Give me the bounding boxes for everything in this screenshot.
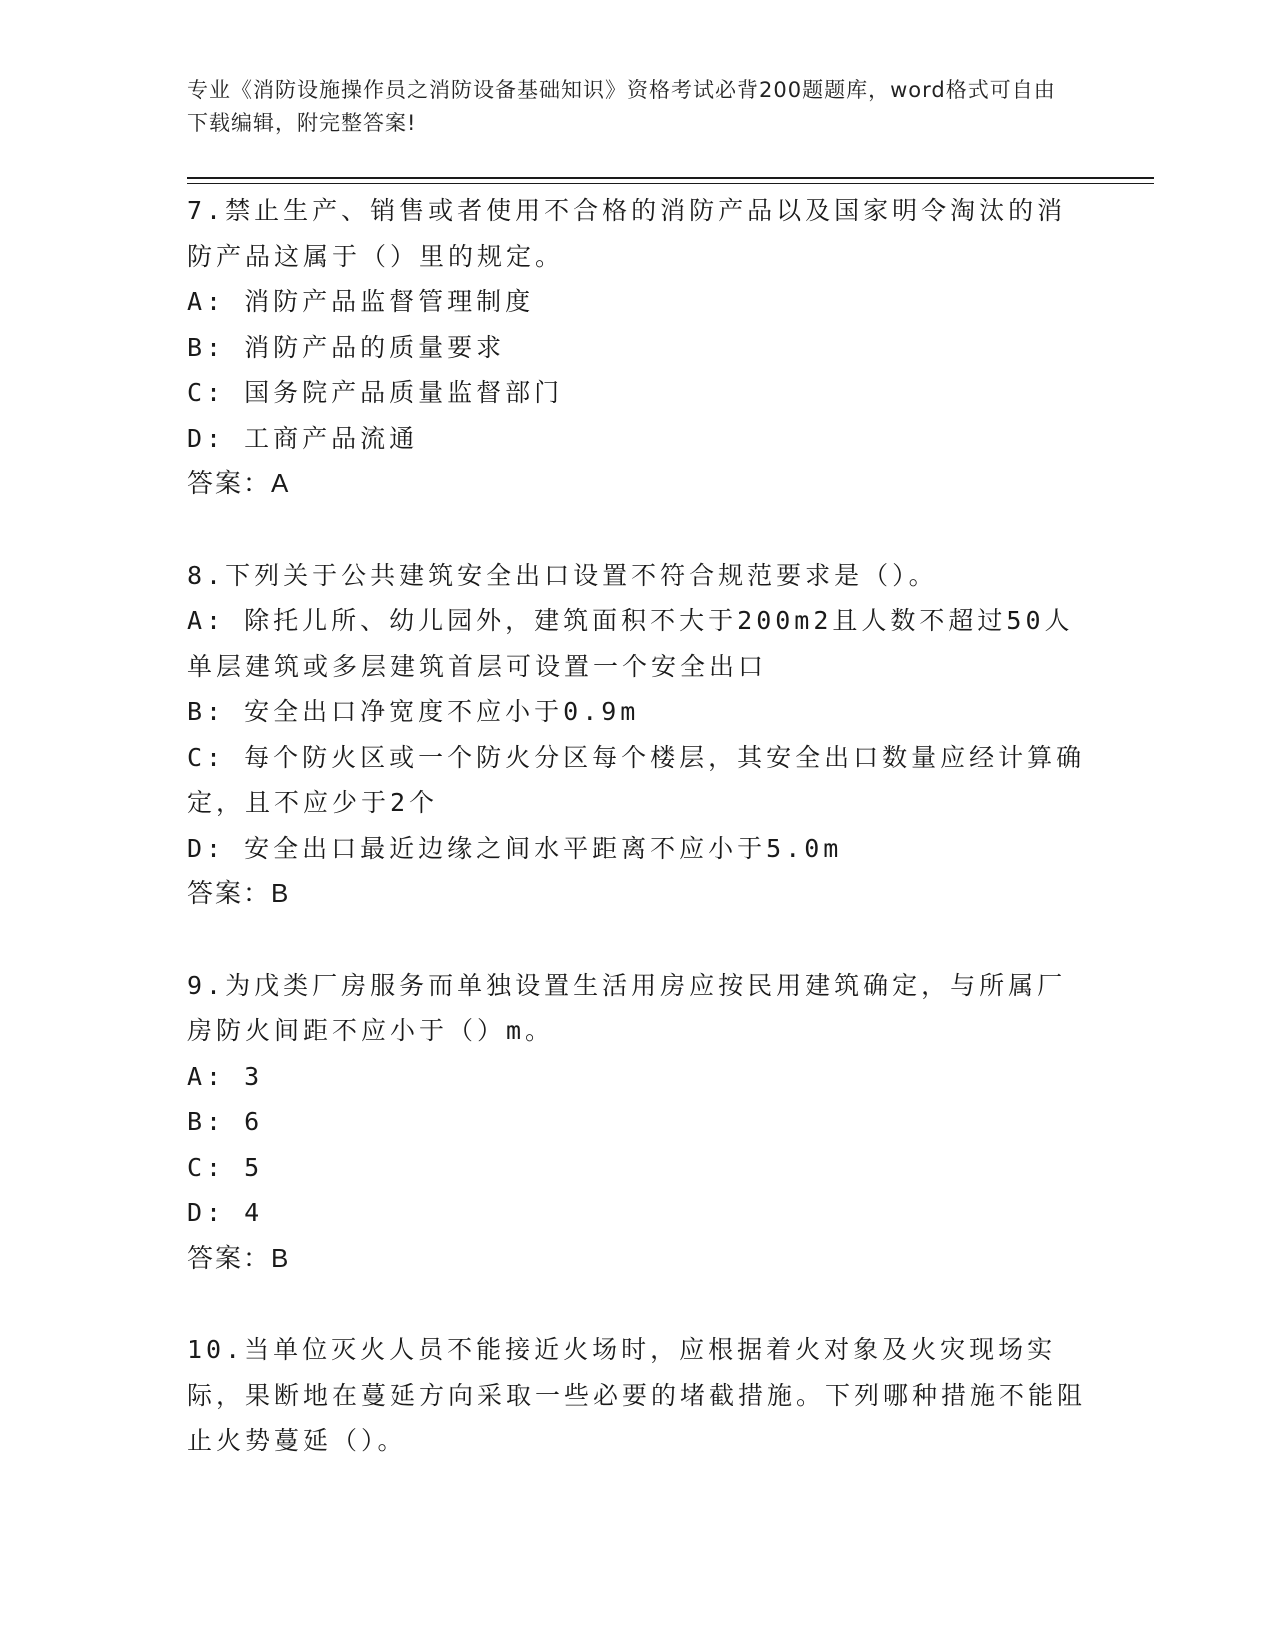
option-c: C: 国务院产品质量监督部门 bbox=[187, 378, 564, 407]
question-8 bbox=[187, 553, 1087, 917]
answer-line: 答案：B bbox=[187, 1242, 291, 1273]
option-a: A: 3 bbox=[187, 1061, 264, 1091]
question-9 bbox=[187, 963, 1087, 1282]
option-d: D: 安全出口最近边缘之间水平距离不应小于5.0m bbox=[187, 833, 843, 863]
question-stem: 8.下列关于公共建筑安全出口设置不符合规范要求是（）。 bbox=[187, 560, 938, 590]
question-list bbox=[187, 188, 1087, 1464]
option-b: B: 6 bbox=[187, 1107, 264, 1136]
header-text: 专业《消防设施操作员之消防设备基础知识》资格考试必背200题题库，word格式可自由下载编辑，附完整答案! bbox=[187, 78, 1056, 135]
document-header bbox=[187, 74, 1067, 140]
question-7 bbox=[187, 188, 1087, 507]
option-d: D: 工商产品流通 bbox=[187, 423, 419, 453]
answer-line: 答案：B bbox=[187, 878, 291, 908]
question-stem: 7.禁止生产、销售或者使用不合格的消防产品以及国家明令淘汰的消防产品这属于（）里的规定。 bbox=[187, 196, 1067, 271]
option-b: B: 消防产品的质量要求 bbox=[187, 332, 506, 362]
option-c: C: 5 bbox=[187, 1152, 264, 1182]
option-a: A: 除托儿所、幼儿园外，建筑面积不大于200m2且人数不超过50人单层建筑或多层建筑首层可设置一个安全出口 bbox=[187, 606, 1074, 681]
option-d: D: 4 bbox=[187, 1198, 264, 1227]
option-b: B: 安全出口净宽度不应小于0.9m bbox=[187, 697, 640, 726]
question-stem: 9.为戊类厂房服务而单独设置生活用房应按民用建筑确定，与所属厂房防火间距不应小于（）m。 bbox=[187, 970, 1067, 1045]
question-10 bbox=[187, 1327, 1087, 1464]
question-stem: 10.当单位灭火人员不能接近火场时，应根据着火对象及火灾现场实际，果断地在蔓延方向采取一些必要的堵截措施。下列哪种措施不能阻止火势蔓延（）。 bbox=[187, 1335, 1087, 1455]
answer-line: 答案：A bbox=[187, 468, 291, 498]
option-a: A: 消防产品监督管理制度 bbox=[187, 287, 535, 316]
header-divider-thin bbox=[187, 183, 1154, 184]
header-divider-thick bbox=[187, 177, 1154, 179]
option-c: C: 每个防火区或一个防火分区每个楼层，其安全出口数量应经计算确定，且不应少于2个 bbox=[187, 742, 1086, 817]
